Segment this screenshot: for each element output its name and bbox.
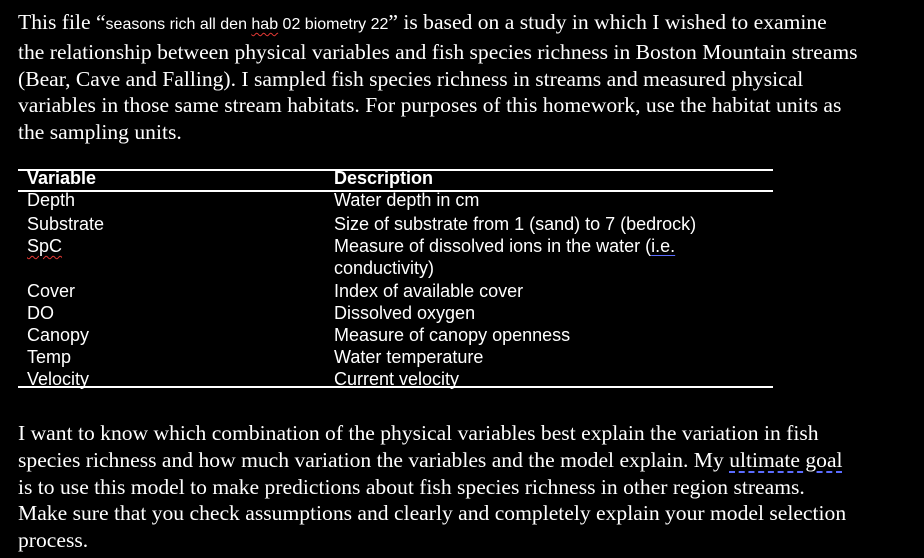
goal-line-2: species richness and how much variation the variables and the model explain. My ultimate goal xyxy=(18,447,843,472)
goal-line-5: process. xyxy=(18,528,89,553)
variable-description: Index of available cover xyxy=(334,281,524,301)
goal-line-3: is to use this model to make predictions about fish species richness in other region streams. xyxy=(18,474,805,499)
intro-line-4: variables in those same stream habitats. For purposes of this homework, use the habitat units as xyxy=(18,93,842,118)
variable-description: Measure of dissolved ions in the water (i.e. xyxy=(334,236,676,256)
intro-line-5: the sampling units. xyxy=(18,120,182,145)
intro-paragraph xyxy=(18,9,918,146)
variables-table xyxy=(18,167,773,388)
variable-name: DO xyxy=(27,303,54,323)
variable-description: Current velocity xyxy=(334,369,460,389)
spellcheck-hab: hab xyxy=(251,16,279,33)
variable-name: Canopy xyxy=(27,325,90,345)
variable-description: Size of substrate from 1 (sand) to 7 (bedrock) xyxy=(334,214,697,234)
variable-name: Temp xyxy=(27,347,72,367)
variable-name: Substrate xyxy=(27,214,105,234)
variable-description: Water temperature xyxy=(334,347,484,367)
header-description: Description xyxy=(334,168,434,188)
header-variable: Variable xyxy=(27,168,97,188)
variable-name: SpC xyxy=(27,236,63,256)
goal-line-1: I want to know which combination of the physical variables best explain the variation in fish xyxy=(18,421,819,445)
intro-line-1: This file “seasons rich all den hab 02 biometry 22” is based on a study in which I wished to examine xyxy=(18,10,827,34)
variable-name: Velocity xyxy=(27,369,90,389)
goal-line-4: Make sure that you check assumptions and clearly and completely explain your model selection xyxy=(18,501,847,526)
grammar-ie: i.e. xyxy=(651,236,676,256)
variable-name: Cover xyxy=(27,281,76,301)
file-name: seasons rich all den hab 02 biometry 22 xyxy=(105,16,389,33)
goal-paragraph xyxy=(18,420,918,554)
variable-description: Dissolved oxygen xyxy=(334,303,476,323)
style-check-ultimate-goal: ultimate goal xyxy=(729,447,843,472)
variable-description-cont: conductivity) xyxy=(334,258,435,278)
variable-description: Water depth in cm xyxy=(334,190,480,210)
intro-line-3: (Bear, Cave and Falling). I sampled fish species richness in streams and measured physical xyxy=(18,66,804,91)
intro-line-2: the relationship between physical variables and fish species richness in Boston Mountain streams xyxy=(18,39,858,64)
variable-description: Measure of canopy openness xyxy=(334,325,571,345)
variable-name: Depth xyxy=(27,190,76,210)
